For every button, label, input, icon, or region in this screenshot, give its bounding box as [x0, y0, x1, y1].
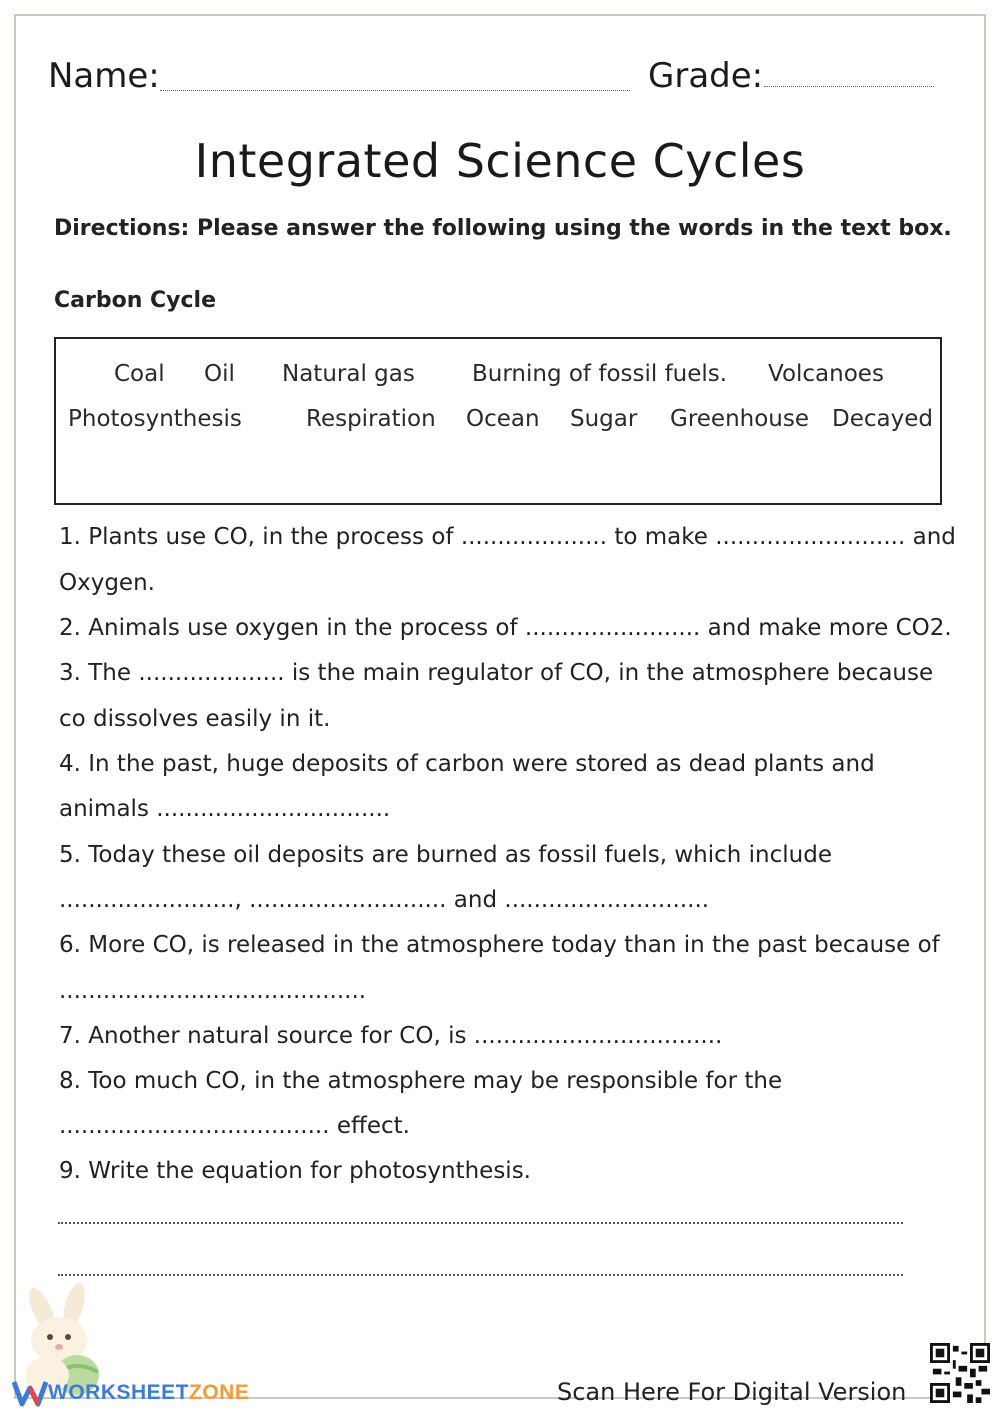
brand-text-part1: WORKSHEET: [48, 1381, 189, 1404]
word-bank-item: Sugar: [570, 406, 638, 432]
word-bank-item: Burning of fossil fuels.: [472, 361, 728, 387]
word-bank-item: Ocean: [466, 406, 540, 432]
section-title: Carbon Cycle: [54, 288, 217, 313]
word-bank-item: Decayed: [832, 406, 933, 432]
question-line: 7. Another natural source for CO, is ..................................: [59, 1023, 723, 1049]
brand-logo: [12, 1378, 249, 1408]
grade-label: Grade:: [648, 56, 764, 96]
brand-w-icon: [12, 1378, 48, 1408]
question-line: Oxygen.: [59, 570, 155, 596]
question-line: ........................, ........................... and ............................: [59, 887, 710, 913]
brand-text-part2: ZONE: [189, 1381, 250, 1404]
word-bank-item: Volcanoes: [768, 361, 884, 387]
question-line: animals ................................: [59, 796, 391, 822]
worksheet-title: Integrated Science Cycles: [194, 134, 806, 188]
question-line: 2. Animals use oxygen in the process of ........................ and make more CO2.: [59, 615, 952, 641]
answer-line[interactable]: [58, 1274, 903, 1276]
qr-code-icon[interactable]: [930, 1343, 990, 1403]
grade-field[interactable]: [764, 86, 934, 87]
directions-text: Directions: Please answer the following using the words in the text box.: [54, 216, 952, 241]
name-label: Name:: [48, 56, 160, 96]
word-bank-item: Photosynthesis: [68, 406, 242, 432]
word-bank-item: Respiration: [306, 406, 436, 432]
question-line: ..................................... effect.: [59, 1113, 410, 1139]
question-line: co dissolves easily in it.: [59, 706, 331, 732]
word-bank-item: Greenhouse: [670, 406, 810, 432]
header-row: [48, 56, 940, 100]
word-bank-item: Natural gas: [282, 361, 415, 387]
question-line: 8. Too much CO, in the atmosphere may be responsible for the: [59, 1068, 783, 1094]
question-line: 3. The .................... is the main regulator of CO, in the atmosphere because: [59, 660, 934, 686]
scan-caption: Scan Here For Digital Version: [557, 1378, 907, 1406]
word-bank-box: [54, 337, 942, 505]
name-field[interactable]: [160, 90, 630, 91]
question-line: 5. Today these oil deposits are burned as fossil fuels, which include: [59, 842, 832, 868]
question-line: 6. More CO, is released in the atmosphere today than in the past because of: [59, 932, 940, 958]
question-line: ..........................................: [59, 978, 367, 1004]
question-line: 9. Write the equation for photosynthesis.: [59, 1158, 531, 1184]
word-bank-item: Coal: [114, 361, 165, 387]
answer-line[interactable]: [58, 1222, 903, 1224]
word-bank-item: Oil: [204, 361, 235, 387]
question-line: 1. Plants use CO, in the process of .................... to make .......................... and: [59, 524, 956, 550]
question-line: 4. In the past, huge deposits of carbon were stored as dead plants and: [59, 751, 875, 777]
